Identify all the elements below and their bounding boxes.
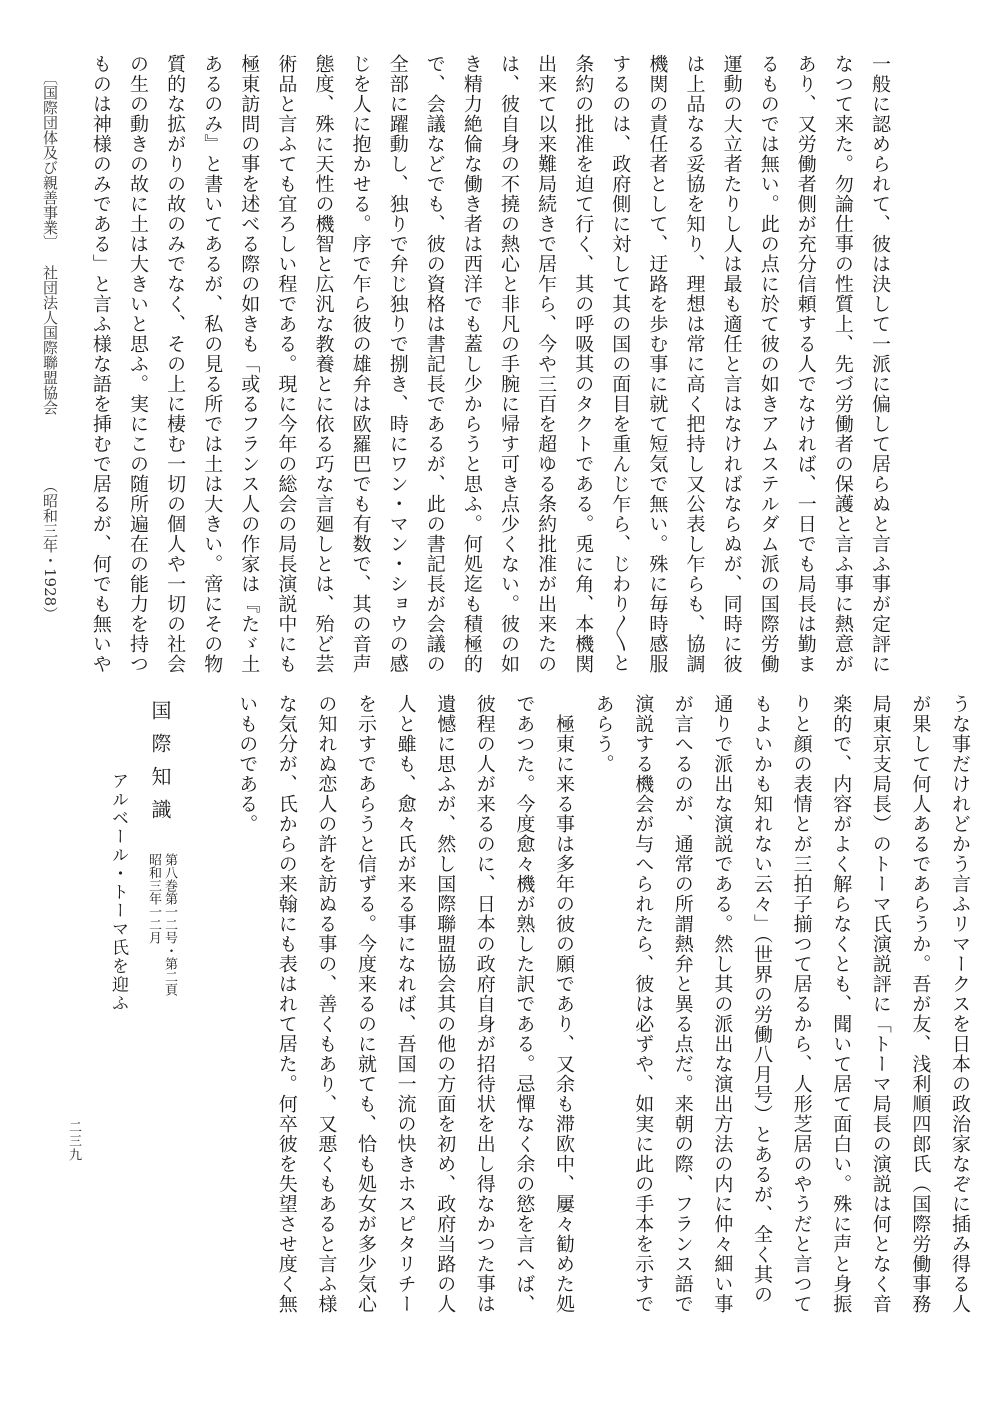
text-column: が言へるのが、通常の所謂熱弁と異る点だ。来朝の際、フランス語で — [671, 694, 694, 1314]
text-column: 彼程の人が来るのに、日本の政府自身が招待状を出し得なかつた事は — [473, 694, 496, 1314]
text-column: の知れぬ恋人の許を訪ぬる事の、善くもあり、又悪くもあると言ふ様 — [315, 694, 338, 1314]
header-organization: 社団法人国際聯盟協会 — [41, 265, 59, 415]
text-column: 極東に来る事は多年の彼の願であり、又余も滞欧中、屢々勧めた処 — [553, 694, 575, 1314]
text-column: もよいかも知れない云々」（世界の労働八月号）とあるが、全く其の — [751, 694, 773, 1305]
text-column: 演説する機会が与へられたら、彼は必ずや、如実に此の手本を示すで — [632, 694, 655, 1314]
text-column: ものは神様のみである」と言ふ様な語を挿むで居るが、何でも無いや — [89, 54, 112, 674]
text-column: であつた。今度愈々機が熟した訳である。忌憚なく余の慾を言へば、 — [513, 694, 536, 1314]
text-column: 態度、殊に天性の機智と広汎な教養とに依る巧な言廻しとは、殆ど芸 — [312, 54, 335, 674]
text-column: 極東訪問の事を述べる際の如きも「或るフランス人の作家は『たゞ土 — [238, 54, 261, 674]
text-column: 条約の批准を迫て行く、其の呼吸其のタクトである。兎に角、本機関 — [572, 54, 595, 674]
text-column: で、会議などでも、彼の資格は書記長であるが、此の書記長が会議の — [423, 54, 446, 674]
text-column: 人と雖も、愈々氏が来る事になれば、吾国一流の快きホスピタリチー — [394, 694, 417, 1314]
text-column: うな事だけれどかう言ふリマークスを日本の政治家なぞに插み得る人 — [949, 694, 971, 1314]
text-column: は上品なる妥協を知り、理想は常に高く把持し又公表し乍らも、協調 — [683, 54, 706, 674]
issue-info: 第八巻第一二号・第二頁 — [162, 853, 177, 996]
page-number: 二三九 — [66, 1120, 81, 1162]
text-column: 遺憾に思ふが、然し国際聯盟協会其の他の方面を初め、政府当路の人 — [434, 694, 457, 1314]
text-column: 運動の大立者たりし人は最も適任と言はなければならぬが、同時に彼 — [720, 54, 743, 674]
text-column: あるのみ』と書いてあるが、私の見る所では土は大きい。啻にその物 — [201, 54, 224, 674]
journal-title: 国際知識 — [148, 700, 172, 832]
text-column: き精力絶倫な働き者は西洋でも蓋し少からうと思ふ。何処迄も積極的 — [460, 54, 483, 674]
text-column: 出来て以来難局続きで居乍ら、今や三百を超ゆる条約批准が出来たの — [535, 54, 558, 674]
text-column: 術品と言ふても宜ろしい程である。現に今年の総会の局長演説中にも — [275, 54, 298, 674]
text-column: は、彼自身の不撓の熱心と非凡の手腕に帰す可き点少くない。彼の如 — [498, 54, 520, 674]
text-column: いものである。 — [236, 694, 259, 834]
text-column: が果して何人あるであらうか。吾が友、浅利順四郎氏（国際労働事務 — [909, 694, 932, 1314]
text-column: な気分が、氏からの来翰にも表はれて居た。何卒彼を失望させ度く無 — [275, 694, 298, 1314]
text-column: するのは、政府側に対して其の国の面目を重んじ乍ら、じわり〳〵と — [609, 54, 632, 673]
header-year: （昭和三年・1928） — [41, 478, 59, 622]
text-column: りと顔の表情とが三拍子揃つて居るから、人形芝居のやうだと言つて — [790, 694, 813, 1314]
text-column: 全部に躍動し、独りで弁じ独りで捌き、時にワン・マン・ショウの感 — [386, 54, 409, 674]
text-column: じを人に抱かせる。序で乍ら彼の雄弁は欧羅巴でも有数で、其の音声 — [349, 54, 372, 674]
article-title: アルベール・トーマ氏を迎ふ — [108, 772, 128, 1013]
text-column: の生の動きの故に土は大きいと思ふ。実にこの随所遍在の能力を持つ — [127, 54, 149, 674]
text-column: 質的な拡がりの故のみでなく、その上に棲む一切の個人や一切の社会 — [164, 54, 187, 674]
text-column: 通りで派出な演説である。然し其の派出な演出方法の内に仲々細い事 — [711, 694, 734, 1314]
issue-date: 昭和三年一二月 — [146, 853, 161, 944]
text-column: 機関の責任者として、迂路を歩む事に就て短気で無い。殊に毎時感服 — [646, 54, 669, 674]
text-column: あらう。 — [592, 694, 615, 774]
text-column: るものでは無い。此の点に於て彼の如きアムステルダム派の国際労働 — [757, 54, 780, 674]
text-column: を示すであらうと信ずる。今度来るのに就ても、恰も処女が多少気心 — [355, 694, 377, 1314]
header-category: 〔国際団体及び親善事業〕 — [41, 70, 59, 250]
text-column: なつて来た。勿論仕事の性質上、先づ労働者の保護と言ふ事に熱意が — [831, 54, 854, 674]
text-column: あり、又労働者側が充分信頼する人でなければ、一日でも局長は勤ま — [794, 54, 817, 674]
text-column: 楽的で、内容がよく解らなくとも、聞いて居て面白い。殊に声と身振 — [830, 694, 853, 1314]
text-column: 一般に認められて、彼は決して一派に偏して居らぬと言ふ事が定評に — [869, 54, 891, 674]
text-column: 局東京支局長）のトーマ氏演説評に「トーマ局長の演説は何となく音 — [869, 694, 892, 1314]
